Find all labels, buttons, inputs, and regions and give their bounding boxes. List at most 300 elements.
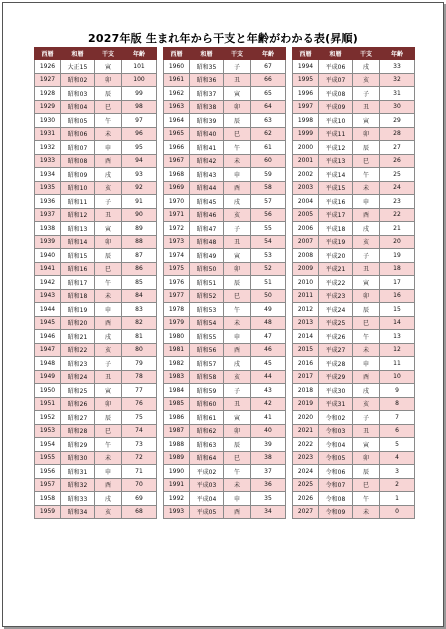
table-row bbox=[164, 262, 286, 276]
cell-eto: 亥 bbox=[353, 397, 380, 411]
cell-wareki: 昭和05 bbox=[61, 114, 95, 128]
cell-wareki: 昭和11 bbox=[61, 195, 95, 209]
cell-wareki: 昭和18 bbox=[61, 289, 95, 303]
cell-age: 93 bbox=[122, 168, 157, 182]
cell-eto: 申 bbox=[95, 141, 122, 155]
cell-age: 91 bbox=[122, 195, 157, 209]
cell-wareki: 昭和22 bbox=[61, 343, 95, 357]
table-row bbox=[35, 235, 157, 249]
cell-eto: 巳 bbox=[95, 424, 122, 438]
cell-seireki: 1968 bbox=[164, 168, 190, 182]
cell-age: 11 bbox=[380, 357, 415, 371]
cell-eto: 丑 bbox=[95, 208, 122, 222]
cell-wareki: 昭和48 bbox=[190, 235, 224, 249]
cell-seireki: 1967 bbox=[164, 154, 190, 168]
table-row bbox=[35, 222, 157, 236]
cell-age: 14 bbox=[380, 316, 415, 330]
cell-age: 47 bbox=[251, 330, 286, 344]
cell-seireki: 1961 bbox=[164, 73, 190, 87]
cell-age: 9 bbox=[380, 384, 415, 398]
table-row bbox=[164, 303, 286, 317]
cell-age: 68 bbox=[122, 505, 157, 519]
cell-age: 66 bbox=[251, 73, 286, 87]
cell-age: 81 bbox=[122, 330, 157, 344]
cell-wareki: 平成17 bbox=[319, 208, 353, 222]
cell-age: 90 bbox=[122, 208, 157, 222]
table-row bbox=[293, 181, 415, 195]
page-title: 2027年版 生まれ年から干支と年齢がわかる表(昇順) bbox=[88, 32, 358, 45]
cell-seireki: 2003 bbox=[293, 181, 319, 195]
cell-eto: 午 bbox=[95, 438, 122, 452]
table-row bbox=[164, 235, 286, 249]
cell-wareki: 昭和06 bbox=[61, 127, 95, 141]
cell-seireki: 1932 bbox=[35, 141, 61, 155]
header-eto: 干支 bbox=[95, 48, 122, 60]
cell-eto: 酉 bbox=[95, 154, 122, 168]
cell-wareki: 昭和25 bbox=[61, 384, 95, 398]
header-age: 年齢 bbox=[122, 48, 157, 60]
cell-eto: 丑 bbox=[224, 73, 251, 87]
cell-wareki: 昭和12 bbox=[61, 208, 95, 222]
cell-eto: 辰 bbox=[353, 303, 380, 317]
cell-seireki: 1995 bbox=[293, 73, 319, 87]
cell-wareki: 昭和64 bbox=[190, 451, 224, 465]
cell-wareki: 昭和19 bbox=[61, 303, 95, 317]
cell-age: 51 bbox=[251, 276, 286, 290]
cell-eto: 寅 bbox=[95, 60, 122, 74]
cell-eto: 亥 bbox=[353, 235, 380, 249]
cell-wareki: 令和07 bbox=[319, 478, 353, 492]
table-row bbox=[293, 141, 415, 155]
cell-age: 87 bbox=[122, 249, 157, 263]
cell-wareki: 昭和54 bbox=[190, 316, 224, 330]
cell-seireki: 1989 bbox=[164, 451, 190, 465]
cell-age: 58 bbox=[251, 181, 286, 195]
cell-seireki: 1958 bbox=[35, 492, 61, 506]
cell-age: 97 bbox=[122, 114, 157, 128]
cell-seireki: 2000 bbox=[293, 141, 319, 155]
cell-wareki: 昭和45 bbox=[190, 195, 224, 209]
table-row bbox=[293, 195, 415, 209]
cell-age: 8 bbox=[380, 397, 415, 411]
cell-eto: 子 bbox=[353, 411, 380, 425]
cell-age: 3 bbox=[380, 465, 415, 479]
cell-eto: 卯 bbox=[224, 424, 251, 438]
cell-seireki: 1974 bbox=[164, 249, 190, 263]
cell-seireki: 1970 bbox=[164, 195, 190, 209]
cell-eto: 巳 bbox=[95, 262, 122, 276]
cell-wareki: 昭和61 bbox=[190, 411, 224, 425]
table-row bbox=[164, 357, 286, 371]
cell-seireki: 1973 bbox=[164, 235, 190, 249]
cell-age: 98 bbox=[122, 100, 157, 114]
cell-seireki: 1977 bbox=[164, 289, 190, 303]
cell-age: 67 bbox=[251, 60, 286, 74]
table-row bbox=[293, 208, 415, 222]
header-seireki: 西暦 bbox=[35, 48, 61, 60]
cell-eto: 寅 bbox=[95, 384, 122, 398]
cell-seireki: 2023 bbox=[293, 451, 319, 465]
cell-wareki: 平成18 bbox=[319, 222, 353, 236]
cell-eto: 亥 bbox=[95, 505, 122, 519]
table-row bbox=[293, 100, 415, 114]
cell-eto: 巳 bbox=[224, 451, 251, 465]
cell-age: 28 bbox=[380, 127, 415, 141]
table-row bbox=[293, 222, 415, 236]
cell-seireki: 1975 bbox=[164, 262, 190, 276]
cell-seireki: 1998 bbox=[293, 114, 319, 128]
table-row bbox=[35, 249, 157, 263]
cell-age: 45 bbox=[251, 357, 286, 371]
cell-wareki: 昭和28 bbox=[61, 424, 95, 438]
cell-seireki: 1965 bbox=[164, 127, 190, 141]
header-seireki: 西暦 bbox=[164, 48, 190, 60]
table-row bbox=[35, 397, 157, 411]
table-row bbox=[35, 478, 157, 492]
table-row bbox=[164, 195, 286, 209]
table-row bbox=[164, 505, 286, 519]
cell-seireki: 1928 bbox=[35, 87, 61, 101]
cell-seireki: 1953 bbox=[35, 424, 61, 438]
cell-wareki: 昭和04 bbox=[61, 100, 95, 114]
cell-wareki: 平成06 bbox=[319, 60, 353, 74]
table-row bbox=[164, 492, 286, 506]
cell-wareki: 平成31 bbox=[319, 397, 353, 411]
cell-wareki: 令和06 bbox=[319, 465, 353, 479]
cell-eto: 子 bbox=[224, 60, 251, 74]
table-row bbox=[293, 303, 415, 317]
table-row bbox=[35, 289, 157, 303]
cell-age: 4 bbox=[380, 451, 415, 465]
table-row bbox=[293, 127, 415, 141]
cell-seireki: 2018 bbox=[293, 384, 319, 398]
table-row bbox=[293, 289, 415, 303]
table-row bbox=[293, 424, 415, 438]
table-row bbox=[35, 73, 157, 87]
table-row bbox=[164, 330, 286, 344]
table-row bbox=[293, 73, 415, 87]
cell-wareki: 昭和24 bbox=[61, 370, 95, 384]
table-row bbox=[164, 100, 286, 114]
cell-eto: 未 bbox=[95, 289, 122, 303]
cell-wareki: 平成11 bbox=[319, 127, 353, 141]
cell-wareki: 令和03 bbox=[319, 424, 353, 438]
cell-seireki: 1929 bbox=[35, 100, 61, 114]
cell-age: 22 bbox=[380, 208, 415, 222]
cell-seireki: 1985 bbox=[164, 397, 190, 411]
cell-age: 52 bbox=[251, 262, 286, 276]
cell-age: 42 bbox=[251, 397, 286, 411]
cell-wareki: 昭和60 bbox=[190, 397, 224, 411]
cell-eto: 未 bbox=[224, 316, 251, 330]
cell-wareki: 平成24 bbox=[319, 303, 353, 317]
cell-age: 35 bbox=[251, 492, 286, 506]
cell-age: 32 bbox=[380, 73, 415, 87]
cell-age: 27 bbox=[380, 141, 415, 155]
cell-age: 33 bbox=[380, 60, 415, 74]
cell-age: 24 bbox=[380, 181, 415, 195]
cell-eto: 寅 bbox=[353, 438, 380, 452]
cell-eto: 未 bbox=[224, 154, 251, 168]
cell-age: 13 bbox=[380, 330, 415, 344]
table-row bbox=[293, 478, 415, 492]
cell-eto: 子 bbox=[224, 384, 251, 398]
cell-seireki: 1981 bbox=[164, 343, 190, 357]
cell-seireki: 1984 bbox=[164, 384, 190, 398]
cell-wareki: 昭和29 bbox=[61, 438, 95, 452]
table-row bbox=[164, 127, 286, 141]
table-row bbox=[293, 330, 415, 344]
header-age: 年齢 bbox=[251, 48, 286, 60]
cell-wareki: 昭和07 bbox=[61, 141, 95, 155]
cell-age: 30 bbox=[380, 100, 415, 114]
cell-age: 7 bbox=[380, 411, 415, 425]
cell-eto: 丑 bbox=[353, 424, 380, 438]
cell-seireki: 1990 bbox=[164, 465, 190, 479]
cell-seireki: 1993 bbox=[164, 505, 190, 519]
cell-wareki: 昭和41 bbox=[190, 141, 224, 155]
cell-seireki: 1934 bbox=[35, 168, 61, 182]
cell-age: 25 bbox=[380, 168, 415, 182]
cell-eto: 亥 bbox=[353, 73, 380, 87]
cell-age: 54 bbox=[251, 235, 286, 249]
table-row bbox=[35, 181, 157, 195]
cell-eto: 寅 bbox=[224, 249, 251, 263]
cell-age: 75 bbox=[122, 411, 157, 425]
cell-seireki: 1927 bbox=[35, 73, 61, 87]
cell-seireki: 1955 bbox=[35, 451, 61, 465]
cell-eto: 午 bbox=[224, 141, 251, 155]
cell-wareki: 大正15 bbox=[61, 60, 95, 74]
cell-wareki: 平成23 bbox=[319, 289, 353, 303]
cell-age: 43 bbox=[251, 384, 286, 398]
cell-eto: 子 bbox=[95, 195, 122, 209]
cell-eto: 酉 bbox=[353, 208, 380, 222]
year-table-1 bbox=[34, 47, 157, 519]
cell-wareki: 平成15 bbox=[319, 181, 353, 195]
table-row bbox=[164, 438, 286, 452]
table-row bbox=[164, 424, 286, 438]
table-row bbox=[35, 330, 157, 344]
cell-age: 69 bbox=[122, 492, 157, 506]
cell-eto: 寅 bbox=[353, 114, 380, 128]
cell-age: 36 bbox=[251, 478, 286, 492]
cell-seireki: 1948 bbox=[35, 357, 61, 371]
cell-eto: 亥 bbox=[224, 370, 251, 384]
cell-eto: 午 bbox=[353, 492, 380, 506]
cell-eto: 午 bbox=[353, 330, 380, 344]
cell-wareki: 令和08 bbox=[319, 492, 353, 506]
table-row bbox=[35, 303, 157, 317]
cell-wareki: 昭和27 bbox=[61, 411, 95, 425]
cell-age: 76 bbox=[122, 397, 157, 411]
cell-seireki: 1937 bbox=[35, 208, 61, 222]
cell-age: 70 bbox=[122, 478, 157, 492]
cell-seireki: 2014 bbox=[293, 330, 319, 344]
cell-eto: 辰 bbox=[353, 465, 380, 479]
year-table-3 bbox=[292, 47, 415, 519]
cell-age: 48 bbox=[251, 316, 286, 330]
cell-eto: 亥 bbox=[95, 181, 122, 195]
cell-age: 23 bbox=[380, 195, 415, 209]
cell-wareki: 昭和38 bbox=[190, 100, 224, 114]
table-row bbox=[35, 370, 157, 384]
cell-seireki: 2008 bbox=[293, 249, 319, 263]
table-row bbox=[35, 505, 157, 519]
cell-seireki: 1991 bbox=[164, 478, 190, 492]
cell-wareki: 昭和35 bbox=[190, 60, 224, 74]
table-row bbox=[35, 424, 157, 438]
cell-wareki: 昭和16 bbox=[61, 262, 95, 276]
cell-wareki: 昭和08 bbox=[61, 154, 95, 168]
header-wareki: 和暦 bbox=[190, 48, 224, 60]
cell-eto: 辰 bbox=[224, 114, 251, 128]
cell-age: 60 bbox=[251, 154, 286, 168]
cell-wareki: 昭和03 bbox=[61, 87, 95, 101]
cell-wareki: 昭和32 bbox=[61, 478, 95, 492]
cell-seireki: 1969 bbox=[164, 181, 190, 195]
table-row bbox=[164, 181, 286, 195]
cell-wareki: 平成05 bbox=[190, 505, 224, 519]
cell-seireki: 1947 bbox=[35, 343, 61, 357]
table-row bbox=[35, 492, 157, 506]
cell-eto: 未 bbox=[95, 127, 122, 141]
cell-eto: 戌 bbox=[95, 492, 122, 506]
cell-seireki: 1982 bbox=[164, 357, 190, 371]
table-row bbox=[164, 276, 286, 290]
cell-seireki: 1959 bbox=[35, 505, 61, 519]
cell-wareki: 昭和14 bbox=[61, 235, 95, 249]
cell-age: 5 bbox=[380, 438, 415, 452]
table-row bbox=[35, 168, 157, 182]
table-row bbox=[293, 87, 415, 101]
table-row bbox=[164, 154, 286, 168]
cell-seireki: 2001 bbox=[293, 154, 319, 168]
cell-seireki: 2005 bbox=[293, 208, 319, 222]
table-row bbox=[35, 87, 157, 101]
cell-eto: 巳 bbox=[95, 100, 122, 114]
cell-eto: 丑 bbox=[224, 397, 251, 411]
cell-seireki: 1987 bbox=[164, 424, 190, 438]
cell-eto: 午 bbox=[353, 168, 380, 182]
cell-wareki: 昭和17 bbox=[61, 276, 95, 290]
cell-wareki: 昭和31 bbox=[61, 465, 95, 479]
table-row bbox=[35, 262, 157, 276]
cell-wareki: 昭和40 bbox=[190, 127, 224, 141]
cell-age: 82 bbox=[122, 316, 157, 330]
header-row bbox=[293, 48, 415, 60]
cell-seireki: 1962 bbox=[164, 87, 190, 101]
table-row bbox=[164, 478, 286, 492]
cell-eto: 寅 bbox=[353, 276, 380, 290]
cell-eto: 酉 bbox=[95, 316, 122, 330]
cell-seireki: 2012 bbox=[293, 303, 319, 317]
table-row bbox=[164, 249, 286, 263]
cell-seireki: 1950 bbox=[35, 384, 61, 398]
cell-age: 74 bbox=[122, 424, 157, 438]
cell-age: 15 bbox=[380, 303, 415, 317]
cell-seireki: 1938 bbox=[35, 222, 61, 236]
table-row bbox=[293, 235, 415, 249]
cell-seireki: 1949 bbox=[35, 370, 61, 384]
table-row bbox=[293, 370, 415, 384]
cell-age: 55 bbox=[251, 222, 286, 236]
cell-eto: 巳 bbox=[224, 127, 251, 141]
cell-wareki: 平成10 bbox=[319, 114, 353, 128]
table-row bbox=[35, 384, 157, 398]
cell-eto: 午 bbox=[224, 303, 251, 317]
table-row bbox=[293, 60, 415, 74]
cell-eto: 卯 bbox=[95, 235, 122, 249]
cell-age: 34 bbox=[251, 505, 286, 519]
cell-eto: 巳 bbox=[224, 289, 251, 303]
cell-age: 31 bbox=[380, 87, 415, 101]
cell-seireki: 2020 bbox=[293, 411, 319, 425]
table-row bbox=[164, 73, 286, 87]
cell-seireki: 1978 bbox=[164, 303, 190, 317]
table-row bbox=[164, 397, 286, 411]
cell-eto: 辰 bbox=[353, 141, 380, 155]
table-row bbox=[164, 465, 286, 479]
cell-seireki: 2025 bbox=[293, 478, 319, 492]
table-row bbox=[293, 262, 415, 276]
cell-age: 12 bbox=[380, 343, 415, 357]
table-row bbox=[164, 87, 286, 101]
cell-eto: 酉 bbox=[95, 478, 122, 492]
cell-seireki: 1971 bbox=[164, 208, 190, 222]
cell-wareki: 平成14 bbox=[319, 168, 353, 182]
cell-wareki: 昭和10 bbox=[61, 181, 95, 195]
cell-seireki: 1954 bbox=[35, 438, 61, 452]
cell-wareki: 平成12 bbox=[319, 141, 353, 155]
table-row bbox=[35, 60, 157, 74]
cell-seireki: 2004 bbox=[293, 195, 319, 209]
cell-age: 59 bbox=[251, 168, 286, 182]
cell-seireki: 1999 bbox=[293, 127, 319, 141]
cell-seireki: 1966 bbox=[164, 141, 190, 155]
cell-eto: 戌 bbox=[95, 330, 122, 344]
cell-seireki: 1930 bbox=[35, 114, 61, 128]
cell-eto: 戌 bbox=[95, 168, 122, 182]
cell-age: 39 bbox=[251, 438, 286, 452]
cell-eto: 戌 bbox=[224, 357, 251, 371]
cell-eto: 丑 bbox=[353, 100, 380, 114]
cell-wareki: 平成27 bbox=[319, 343, 353, 357]
cell-seireki: 2024 bbox=[293, 465, 319, 479]
table-row bbox=[35, 357, 157, 371]
header-wareki: 和暦 bbox=[61, 48, 95, 60]
cell-wareki: 昭和46 bbox=[190, 208, 224, 222]
cell-seireki: 1942 bbox=[35, 276, 61, 290]
table-row bbox=[164, 208, 286, 222]
cell-eto: 亥 bbox=[95, 343, 122, 357]
table-row bbox=[35, 127, 157, 141]
cell-age: 85 bbox=[122, 276, 157, 290]
cell-wareki: 昭和63 bbox=[190, 438, 224, 452]
cell-wareki: 平成30 bbox=[319, 384, 353, 398]
cell-age: 94 bbox=[122, 154, 157, 168]
table-row bbox=[35, 114, 157, 128]
cell-seireki: 1952 bbox=[35, 411, 61, 425]
cell-wareki: 平成26 bbox=[319, 330, 353, 344]
cell-wareki: 昭和43 bbox=[190, 168, 224, 182]
table-row bbox=[35, 154, 157, 168]
table-row bbox=[293, 492, 415, 506]
cell-wareki: 昭和39 bbox=[190, 114, 224, 128]
cell-wareki: 平成21 bbox=[319, 262, 353, 276]
cell-wareki: 昭和36 bbox=[190, 73, 224, 87]
cell-wareki: 昭和37 bbox=[190, 87, 224, 101]
